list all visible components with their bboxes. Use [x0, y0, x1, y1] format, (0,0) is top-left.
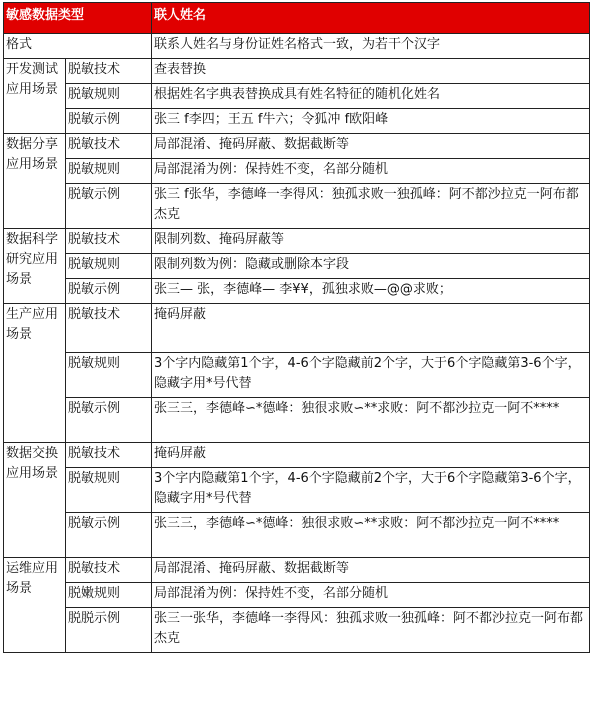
table-row — [4, 254, 590, 279]
table-row — [4, 558, 590, 583]
row-value: 张三一张华，李德峰一李得风：独孤求败一独孤峰：阿不都沙拉克一阿布都杰克 — [152, 608, 590, 653]
row-label: 脱敏技术 — [66, 134, 152, 159]
table-row — [4, 583, 590, 608]
row-label: 脱敏示例 — [66, 279, 152, 304]
table-row — [4, 134, 590, 159]
row-value: 局部混淆为例：保持姓不变，名部分随机 — [152, 159, 590, 184]
table-row — [4, 229, 590, 254]
table-row — [4, 84, 590, 109]
table-row — [4, 279, 590, 304]
row-label: 脱敏规则 — [66, 159, 152, 184]
row-label: 脱敏技术 — [66, 304, 152, 353]
row-label: 脱敏示例 — [66, 398, 152, 443]
table-row — [4, 59, 590, 84]
row-value: 3个字内隐藏第1个字，4-6个字隐藏前2个字，大于6个字隐藏第3-6个字，隐藏字用*号代替 — [152, 468, 590, 513]
row-label: 脱敏技术 — [66, 558, 152, 583]
scenario-name: 生产应用场景 — [4, 304, 66, 443]
row-value: 张三— 张，李德峰— 李¥¥，孤独求败—@@求败； — [152, 279, 590, 304]
table-row — [4, 159, 590, 184]
table-row — [4, 184, 590, 229]
table-row — [4, 109, 590, 134]
row-label: 脱敏示例 — [66, 513, 152, 558]
row-value: 限制列数、掩码屏蔽等 — [152, 229, 590, 254]
row-label: 脱脱示例 — [66, 608, 152, 653]
table-row — [4, 443, 590, 468]
row-value: 掩码屏蔽 — [152, 304, 590, 353]
row-label: 脱嫩规则 — [66, 583, 152, 608]
row-label: 脱敏技术 — [66, 59, 152, 84]
row-value: 局部混淆、掩码屏蔽、数据截断等 — [152, 134, 590, 159]
row-label: 脱敏示例 — [66, 109, 152, 134]
table-row — [4, 353, 590, 398]
format-row — [4, 34, 590, 59]
row-value: 张三 f张华，李德峰一李得风：独孤求败一独孤峰：阿不都沙拉克一阿布都杰克 — [152, 184, 590, 229]
scenario-name: 数据交换应用场景 — [4, 443, 66, 558]
scenario-name: 开发测试应用场景 — [4, 59, 66, 134]
table-row — [4, 468, 590, 513]
row-label: 脱敏规则 — [66, 468, 152, 513]
row-label: 脱敏示例 — [66, 184, 152, 229]
row-label: 脱敏规则 — [66, 84, 152, 109]
row-value: 张三 f李四；王五 f牛六；令狐冲 f欧阳峰 — [152, 109, 590, 134]
table-row — [4, 398, 590, 443]
row-value: 张三三，李德峰∽*德峰：独很求败∽**求败：阿不都沙拉克一阿不**** — [152, 513, 590, 558]
scenario-name: 数据分享应用场景 — [4, 134, 66, 229]
row-value: 局部混淆为例：保持姓不变，名部分随机 — [152, 583, 590, 608]
format-value: 联系人姓名与身份证姓名格式一致，为若干个汉字 — [152, 34, 590, 59]
row-label: 脱敏技术 — [66, 443, 152, 468]
row-value: 3个字内隐藏第1个字，4-6个字隐藏前2个字，大于6个字隐藏第3-6个字，隐藏字用*号代替 — [152, 353, 590, 398]
table-row — [4, 304, 590, 353]
row-label: 脱敏技术 — [66, 229, 152, 254]
header-row — [4, 3, 590, 34]
row-value: 掩码屏蔽 — [152, 443, 590, 468]
header-data-type: 敏感数据类型 — [4, 3, 152, 34]
table-row — [4, 608, 590, 653]
row-value: 根据姓名字典表替换成具有姓名特征的随机化姓名 — [152, 84, 590, 109]
row-label: 脱敏规则 — [66, 353, 152, 398]
scenario-name: 运维应用场景 — [4, 558, 66, 653]
row-value: 局部混淆、掩码屏蔽、数据截断等 — [152, 558, 590, 583]
row-label: 脱敏规则 — [66, 254, 152, 279]
scenario-name: 数据科学研究应用场景 — [4, 229, 66, 304]
row-value: 限制列数为例：隐藏或删除本字段 — [152, 254, 590, 279]
table-row — [4, 513, 590, 558]
row-value: 查表替换 — [152, 59, 590, 84]
header-contact-name: 联人姓名 — [152, 3, 590, 34]
format-label: 格式 — [4, 34, 152, 59]
masking-table — [3, 2, 590, 653]
row-value: 张三三，李德峰∽*德峰：独很求败∽**求败：阿不都沙拉克一阿不**** — [152, 398, 590, 443]
